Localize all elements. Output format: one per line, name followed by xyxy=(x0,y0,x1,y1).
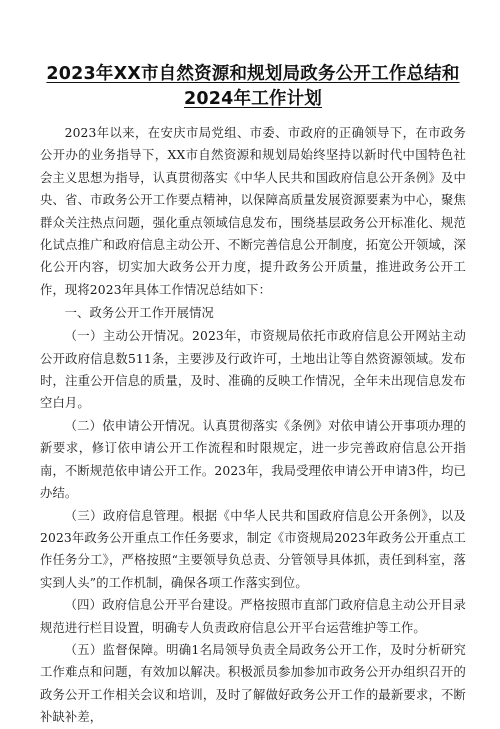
section-heading: 一、政务公开工作开展情况 xyxy=(64,306,214,321)
item-paragraph-4: （四）政府信息公开平台建设。严格按照市直部门政府信息主动公开目录规范进行栏目设置，明确专人负责政府信息公开平台运营维护等工作。 xyxy=(40,598,466,635)
item-paragraph-1: （一）主动公开情况。2023年，市资规局依托市政府信息公开网站主动公开政府信息数511条，主要涉及行政许可，土地出让等自然资源领域。发布时，注重公开信息的质量，及时、准确的反映工作情况，全年未出现信息发布空白月。 xyxy=(40,329,466,411)
item-paragraph-5: （五）监督保障。明确1名局领导负责全局政务公开工作，及时分析研究工作难点和问题，有效加以解决。积极派员参加参加市政务公开办组织召开的政务公开工作相关会议和培训，及时了解做好政务公开工作的最新要求，不断补缺补差， xyxy=(40,642,466,725)
document-title xyxy=(40,62,466,112)
document-title-line-2: 2024年工作计划 xyxy=(183,89,322,109)
item-paragraph-2: （二）依申请公开情况。认真贯彻落实《条例》对依申请公开事项办理的新要求，修订依申请公开工作流程和时限规定，进一步完善政府信息公开指南，不断规范依申请公开工作。2023年，我局受理依申请公开申请3件，均已办结。 xyxy=(40,418,466,501)
document-title-line-1: 2023年XX市自然资源和规划局政务公开工作总结和 xyxy=(46,64,460,84)
item-paragraph-3: （三）政府信息管理。根据《中华人民共和国政府信息公开条例》，以及2023年政务公开重点工作任务要求，制定《市资规局2023年政务公开重点工作任务分工》，严格按照“主要领导负总责、分管领导具体抓，责任到科室，落实到人头”的工作机制，确保各项工作落实到位。 xyxy=(40,508,466,590)
intro-paragraph: 2023年以来，在安庆市局党组、市委、市政府的正确领导下，在市政务公开办的业务指导下，XX市自然资源和规划局始终坚持以新时代中国特色社会主义思想为指导，认真贯彻落实《中华人民共和国政府信息公开条例》及中央、省、市政务公开工作要点精神，以保障高质量发展资源要素为中心，聚焦群众关注热点问题，强化重点领域信息发布，围绕基层政务公开标准化、规范化试点推广和政府信息主动公开、不断完善信息公开制度，拓宽公开领域，深化公开内容，切实加大政务公开力度，提升政务公开质量，推进政务公开工作，现将2023年具体工作情况总结如下： xyxy=(40,126,466,297)
